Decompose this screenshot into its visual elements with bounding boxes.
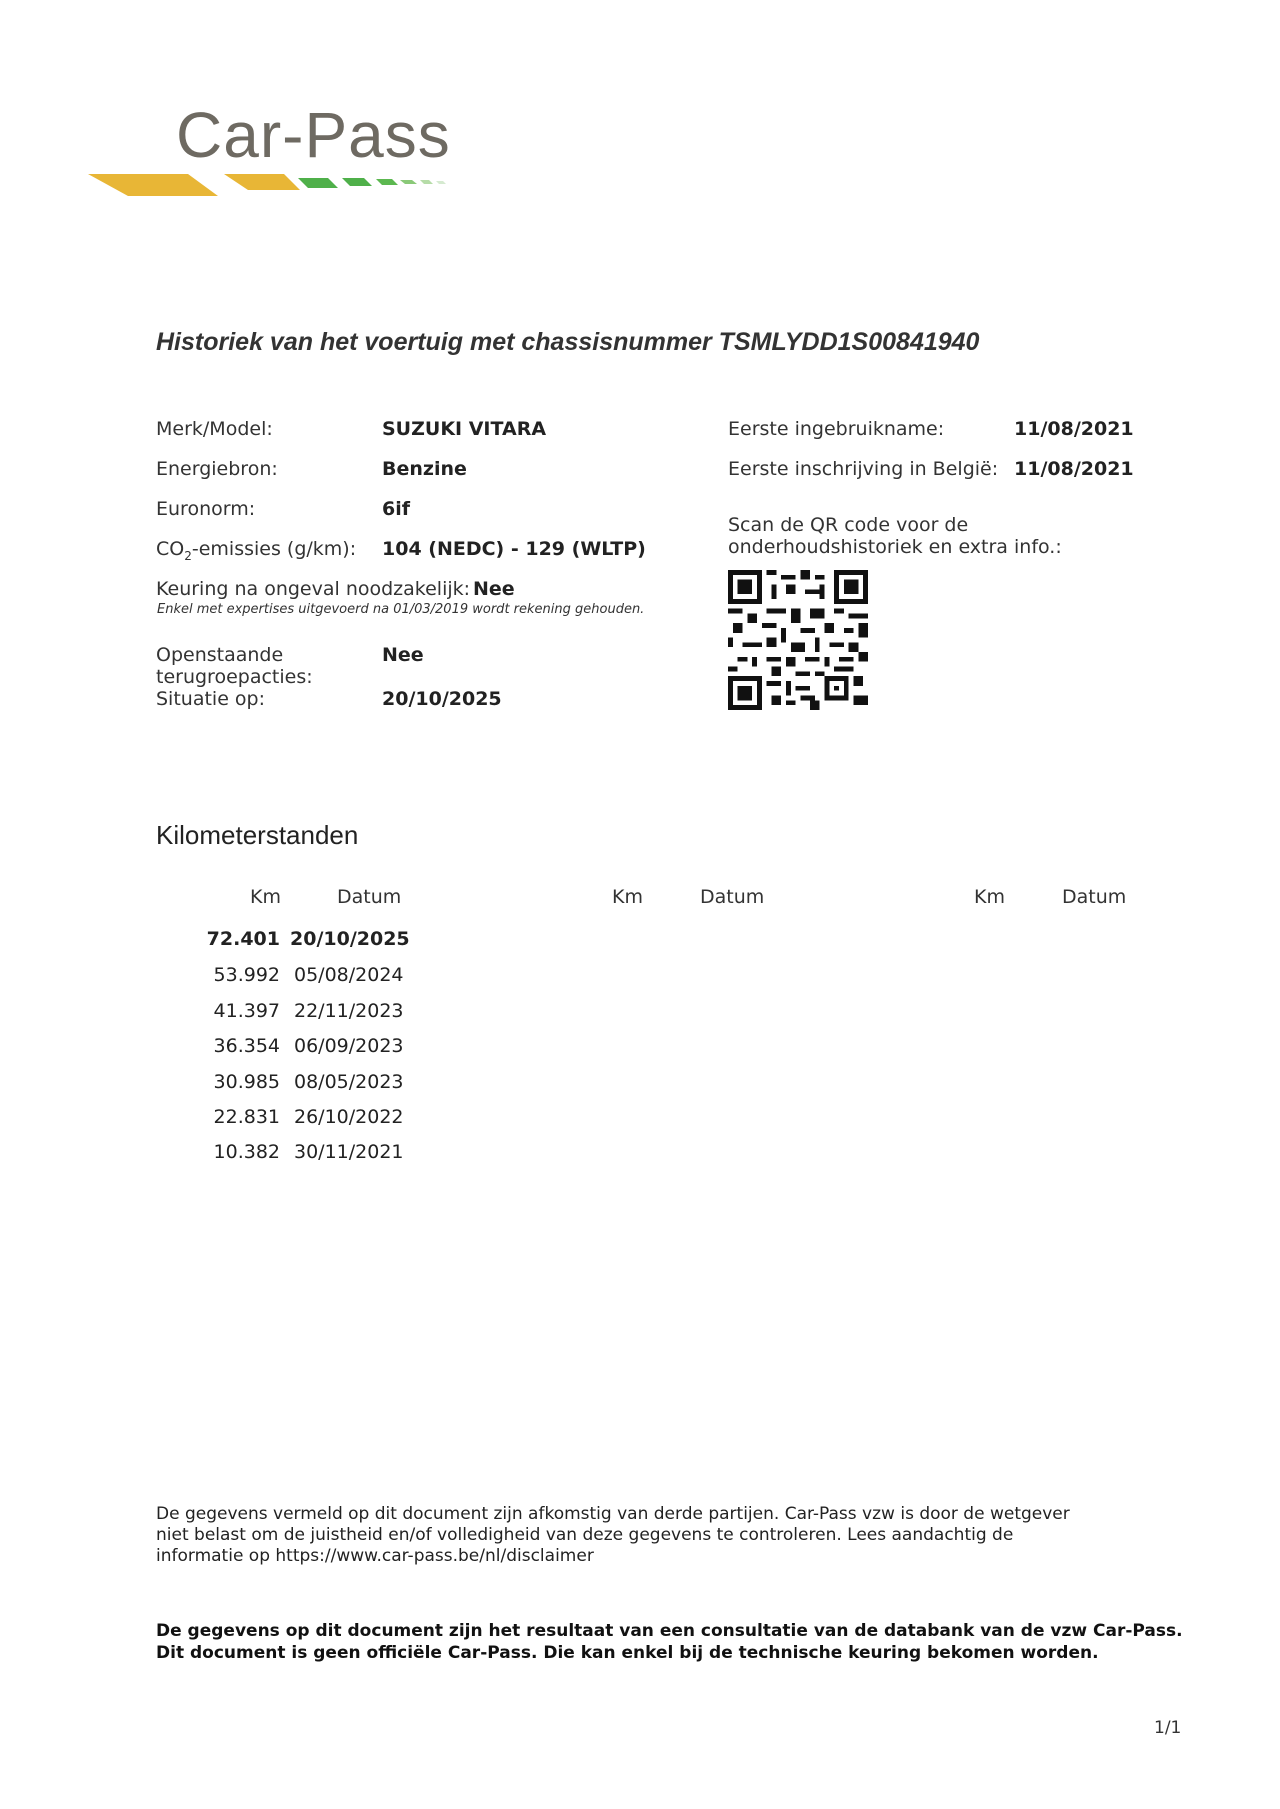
col-km-3: Km bbox=[974, 886, 1005, 908]
situation-value: 20/10/2025 bbox=[382, 688, 502, 710]
official-line1: De gegevens op dit document zijn het resultaat van een consultatie van de databank van de vzw Car-Pass. bbox=[156, 1621, 1183, 1641]
energy-label: Energiebron: bbox=[156, 458, 278, 480]
qr-instruction-line2: onderhoudshistoriek en extra info.: bbox=[728, 536, 1062, 558]
mileage-row-date: 06/09/2023 bbox=[294, 1035, 404, 1057]
car-pass-logo-text: Car-Pass bbox=[176, 99, 451, 171]
qr-code[interactable] bbox=[728, 570, 868, 710]
official-line2: Dit document is geen officiële Car-Pass. Die kan enkel bij de technische keuring bekomen worden. bbox=[156, 1643, 1099, 1663]
mileage-row-date: 22/11/2023 bbox=[294, 1000, 404, 1022]
disclaimer-line3: informatie op https://www.car-pass.be/nl/disclaimer bbox=[156, 1546, 594, 1566]
recall-label-line1: Openstaande bbox=[156, 644, 284, 666]
official-notice bbox=[156, 1620, 1183, 1664]
mileage-row-date: 30/11/2021 bbox=[294, 1141, 404, 1163]
euronorm-value: 6if bbox=[382, 498, 410, 520]
situation-label: Situatie op: bbox=[156, 688, 266, 710]
mileage-row-km: 30.985 bbox=[213, 1071, 280, 1093]
mileage-row-km: 53.992 bbox=[213, 964, 280, 986]
co2-suffix: -emissies (g/km): bbox=[191, 538, 357, 560]
first-use-label: Eerste ingebruikname: bbox=[728, 418, 945, 440]
disclaimer-text bbox=[156, 1504, 1116, 1567]
mileage-row-km: 22.831 bbox=[213, 1106, 280, 1128]
disclaimer-line2: niet belast om de juistheid en/of volledigheid van deze gegevens te controleren. Lees aandachtig de bbox=[156, 1525, 1014, 1545]
col-date-2: Datum bbox=[700, 886, 765, 908]
col-date-1: Datum bbox=[337, 886, 402, 908]
co2-prefix: CO bbox=[156, 538, 185, 560]
inspection-label: Keuring na ongeval noodzakelijk: bbox=[156, 578, 471, 600]
co2-value: 104 (NEDC) - 129 (WLTP) bbox=[382, 538, 646, 560]
mileage-row-km: 10.382 bbox=[213, 1141, 280, 1163]
mileage-row-km: 36.354 bbox=[213, 1035, 280, 1057]
mileage-heading: Kilometerstanden bbox=[156, 820, 359, 850]
inspection-value: Nee bbox=[473, 578, 515, 600]
first-registration-label: Eerste inschrijving in België: bbox=[728, 458, 999, 480]
brand-value: SUZUKI VITARA bbox=[382, 418, 547, 440]
brand-label: Merk/Model: bbox=[156, 418, 273, 440]
euronorm-label: Euronorm: bbox=[156, 498, 256, 520]
recall-value: Nee bbox=[382, 644, 424, 666]
co2-label bbox=[156, 538, 356, 563]
col-date-3: Datum bbox=[1062, 886, 1127, 908]
disclaimer-line1: De gegevens vermeld op dit document zijn afkomstig van derde partijen. Car-Pass vzw is door de wetgever bbox=[156, 1504, 1070, 1524]
inspection-note: Enkel met expertises uitgevoerd na 01/03/2019 wordt rekening gehouden. bbox=[157, 602, 645, 617]
energy-value: Benzine bbox=[382, 458, 467, 480]
mileage-row-km: 41.397 bbox=[213, 1000, 280, 1022]
mileage-row-km: 72.401 bbox=[206, 928, 280, 950]
recall-label-line2: terugroepacties: bbox=[156, 666, 313, 688]
col-km-1: Km bbox=[250, 886, 281, 908]
document-title: Historiek van het voertuig met chassisnummer TSMLYDD1S00841940 bbox=[156, 328, 980, 356]
first-registration-value: 11/08/2021 bbox=[1014, 458, 1134, 480]
mileage-row-date: 05/08/2024 bbox=[294, 964, 404, 986]
co2-subscript: 2 bbox=[184, 548, 192, 563]
page-number: 1/1 bbox=[1154, 1718, 1182, 1738]
first-use-value: 11/08/2021 bbox=[1014, 418, 1134, 440]
mileage-row-date: 26/10/2022 bbox=[294, 1106, 404, 1128]
mileage-row-date: 08/05/2023 bbox=[294, 1071, 404, 1093]
col-km-2: Km bbox=[612, 886, 643, 908]
mileage-row-date: 20/10/2025 bbox=[290, 928, 410, 950]
car-pass-logo-stripes bbox=[88, 168, 448, 204]
qr-instruction-line1: Scan de QR code voor de bbox=[728, 514, 969, 536]
